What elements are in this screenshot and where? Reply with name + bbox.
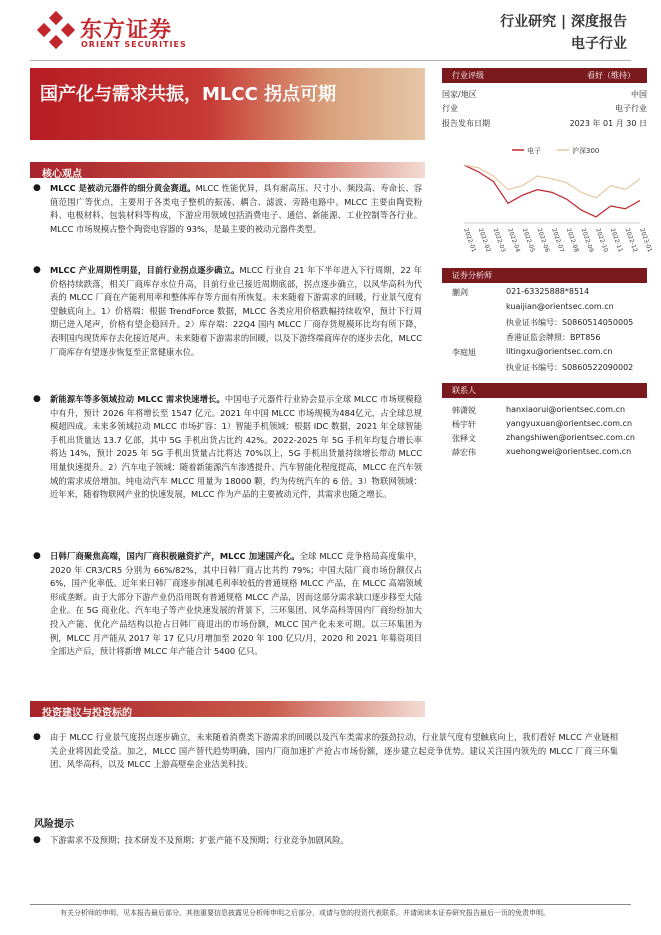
rating-value: 看好（维持）: [587, 71, 635, 80]
footer-divider: [30, 904, 631, 905]
contact-email[interactable]: zhangshiwen@orientsec.com.cn: [506, 433, 635, 442]
contact-name: 杨宇轩: [452, 420, 476, 429]
risk-paragraph: 下游需求不及预期；技术研发不及预期；扩张产能不及预期；行业竞争加剧风险。: [50, 835, 349, 845]
analysts-label: 证券分析师: [452, 271, 492, 280]
rating-bar: [442, 68, 647, 83]
x-tick-label: 2022-10: [594, 227, 610, 254]
analyst-license: 香港证监会牌照：BPT856: [506, 333, 601, 342]
legend-label-hs300: 沪深300: [572, 147, 600, 155]
x-tick-label: 2022-03: [491, 227, 507, 254]
rating-row: 国家/地区 中国: [442, 90, 647, 99]
report-type: 行业研究 | 深度报告: [500, 14, 627, 30]
core-view-title: 核心观点: [42, 169, 82, 180]
contacts-bar: [442, 383, 647, 398]
analyst-email[interactable]: litingxu@orientsec.com.cn: [506, 347, 613, 356]
investment-title: 投资建议与投资标的: [42, 708, 132, 719]
contact-email[interactable]: xuehongwei@orientsec.com.cn: [506, 447, 632, 456]
logo-chinese-name: 东方证券: [80, 18, 173, 43]
contact-name: 韩潇锐: [452, 406, 476, 415]
investment-paragraph: 由于 MLCC 行业景气度拐点逐步确立，未来随着消费类下游需求的回暖以及汽车类需求的强劲拉动，行业景气度有望触底向上，我们看好 MLCC 产业链相关企业将因此受益。加之，MLCC 国产替代趋势明确，国内厂商加速扩产抢占市场份额，逐步建立起竞争优势。建议关注国内领先的 MLCC 厂商三环集团、风华高科，以及 MLCC 上游高壁垒企业洁美科技。: [50, 732, 618, 770]
x-tick-label: 2023-01: [638, 227, 654, 254]
logo-english-name: ORIENT SECURITIES: [81, 40, 187, 49]
bullet-icon: ●: [33, 732, 41, 742]
core-paragraph-1: MLCC 是被动元器件的细分黄金赛道。MLCC 性能优异，具有耐高压、尺寸小、频段高、寿命长、容值范围广等优点，主要用于各类电子整机的振荡、耦合、滤波、旁路电路中。MLCC 主要由陶瓷粉料、电极材料、包装材料等构成，下游应用领域包括消费电子、通信、新能源、工业控制等各行业。MLCC 市场规模占整个陶瓷电容器的 93%，是最主要的被动元器件类型。: [50, 183, 422, 234]
analyst-email[interactable]: kuaijian@orientsec.com.cn: [506, 302, 614, 311]
analyst-cert: 执业证书编号：S0860522090002: [506, 363, 634, 372]
bullet-icon: ●: [33, 394, 41, 404]
x-tick-label: 2022-01: [462, 227, 478, 254]
risk-title: 风险提示: [34, 819, 74, 830]
x-tick-label: 2022-11: [608, 227, 624, 254]
bullet-icon: ●: [33, 183, 41, 193]
core-paragraph-4: 日韩厂商聚焦高端，国内厂商积极融资扩产，MLCC 加速国产化。全球 MLCC 竞争格局高度集中，2020 年 CR3/CR5 分别为 66%/82%，其中日韩厂商占比共约 79%；中国大陆厂商市场份额仅占 6%，国产化率低。近年来日韩厂商逐步削减毛利率较低的普通规格 MLCC 产品，在 MLCC 高端领域形成垄断。由于大部分下游产业仍沿用既有普通规格 MLCC 产品，因而这部分需求缺口逐步移至大陆企业。在 5G 商业化、汽车电子等产业快速发展的背景下，三环集团、风华高科等国内厂商纷纷加大投入产能、优化产品结构以抢占日韩厂商退出的市场份额，MLCC 国产化未来可期。以三环集团为例，MLCC 月产能从 2017 年 17 亿只/月增加至 2020 年 100 亿只/月，2020 和 2021 年募资项目全部达产后，预计将新增 MLCC 年产能合计 5400 亿只。: [50, 551, 422, 657]
contacts-label: 联系人: [452, 386, 476, 395]
x-tick-label: 2022-06: [535, 227, 551, 254]
core-view-header: [30, 162, 425, 178]
rating-row: 行业 电子行业: [442, 104, 647, 113]
x-tick-label: 2022-07: [550, 227, 566, 254]
contact-name: 薛宏伟: [452, 448, 476, 457]
analyst-name: 蒯剑: [452, 288, 468, 297]
bullet-icon: ●: [33, 551, 41, 561]
core-paragraph-3: 新能源车等多领域拉动 MLCC 需求快速增长。中国电子元器件行业协会显示全球 MLCC 市场规模稳中有升，预计 2026 年将增长至 1547 亿元。2021 年中国 MLCC 市场规模为484亿元，占全球总规模超四成。未来多领域拉动 MLCC 市场扩容：1）智能手机领域：根据 IDC 数据，2021 年全球智能手机出货量达 13.7 亿部，其中 5G 手机出货占比约 42%。2022-2025 年 5G 手机年均复合增长率将达 14%，预计 2025 年 5G 手机出货量占比将达 70%以上，5G 手机出货量持续增长带动 MLCC 用量快速提升。2）汽车电子领域：随着新能源汽车渗透提升、汽车智能化程度提高，MLCC 在汽车领域的需求成倍增加。纯电动汽车 MLCC 用量为 18000 颗，约为传统汽车的 6 倍。3）物联网领域：近年来，随着物联网产业的快速发展，MLCC 作为产品的主要被动元件，其需求也随之增长。: [50, 394, 422, 500]
header-divider: [30, 60, 631, 61]
contact-email[interactable]: hanxiaorui@orientsec.com.cn: [506, 405, 626, 414]
x-tick-label: 2022-05: [520, 227, 536, 254]
bullet-icon: ●: [33, 265, 41, 275]
contact-name: 张释文: [452, 434, 476, 443]
rating-label: 行业评级: [452, 71, 484, 80]
investment-header: [30, 701, 425, 717]
price-chart: [442, 143, 654, 261]
contact-email[interactable]: yangyuxuan@orientsec.com.cn: [506, 419, 633, 428]
analysts-bar: [442, 268, 647, 283]
report-industry: 电子行业: [571, 36, 627, 52]
x-tick-label: 2022-12: [623, 227, 639, 254]
footer-disclaimer: 有关分析师的申明，见本报告最后部分。其他重要信息披露见分析师申明之后部分，或请与您的投资代表联系。并请阅读本证券研究报告最后一页的免责申明。: [60, 909, 550, 917]
legend-label-dianzi: 电子: [527, 147, 541, 155]
orient-logo-icon: [38, 12, 74, 48]
rating-row: 报告发布日期 2023 年 01 月 30 日: [442, 119, 647, 128]
analyst-phone: 021-63325888*8514: [506, 287, 590, 296]
x-tick-label: 2022-04: [506, 227, 522, 254]
series-line-dianzi: [464, 165, 640, 217]
page-title: 国产化与需求共振，MLCC 拐点可期: [40, 84, 337, 105]
analyst-name: 李庭旭: [452, 348, 476, 357]
price-chart-svg: [442, 143, 654, 261]
core-paragraph-2: MLCC 产业周期性明显，目前行业拐点逐步确立。MLCC 行业自 21 年下半年进入下行周期，22 年价格持续跌落，相关厂商库存水位升高，目前行业已接近周期底部，拐点逐步确立，以风华高科为代表的 MLCC 厂商在产能利用率和整体库存等方面有所恢复。未来随着下游需求的回暖，行业景气度有望触底向上。1）价格端：根据 TrendForce 数据，MLCC 各类应用价格跌幅持续收窄，预计下行周期已进入尾声，价格有望企稳回升。2）库存端：22Q4 国内 MLCC 厂商存货规模环比均有所下降，表明国内现货库存去化接近尾声。未来随着下游需求的回暖，以及下游终端商库存的逐步去化，MLCC 厂商库存有望逐步恢复至正常健康水位。: [50, 265, 422, 357]
bullet-icon: ●: [33, 835, 41, 845]
x-tick-label: 2022-09: [579, 227, 595, 254]
x-tick-label: 2022-08: [564, 227, 580, 254]
analyst-cert: 执业证书编号：S0860514050005: [506, 318, 634, 327]
x-tick-label: 2022-02: [476, 227, 492, 254]
